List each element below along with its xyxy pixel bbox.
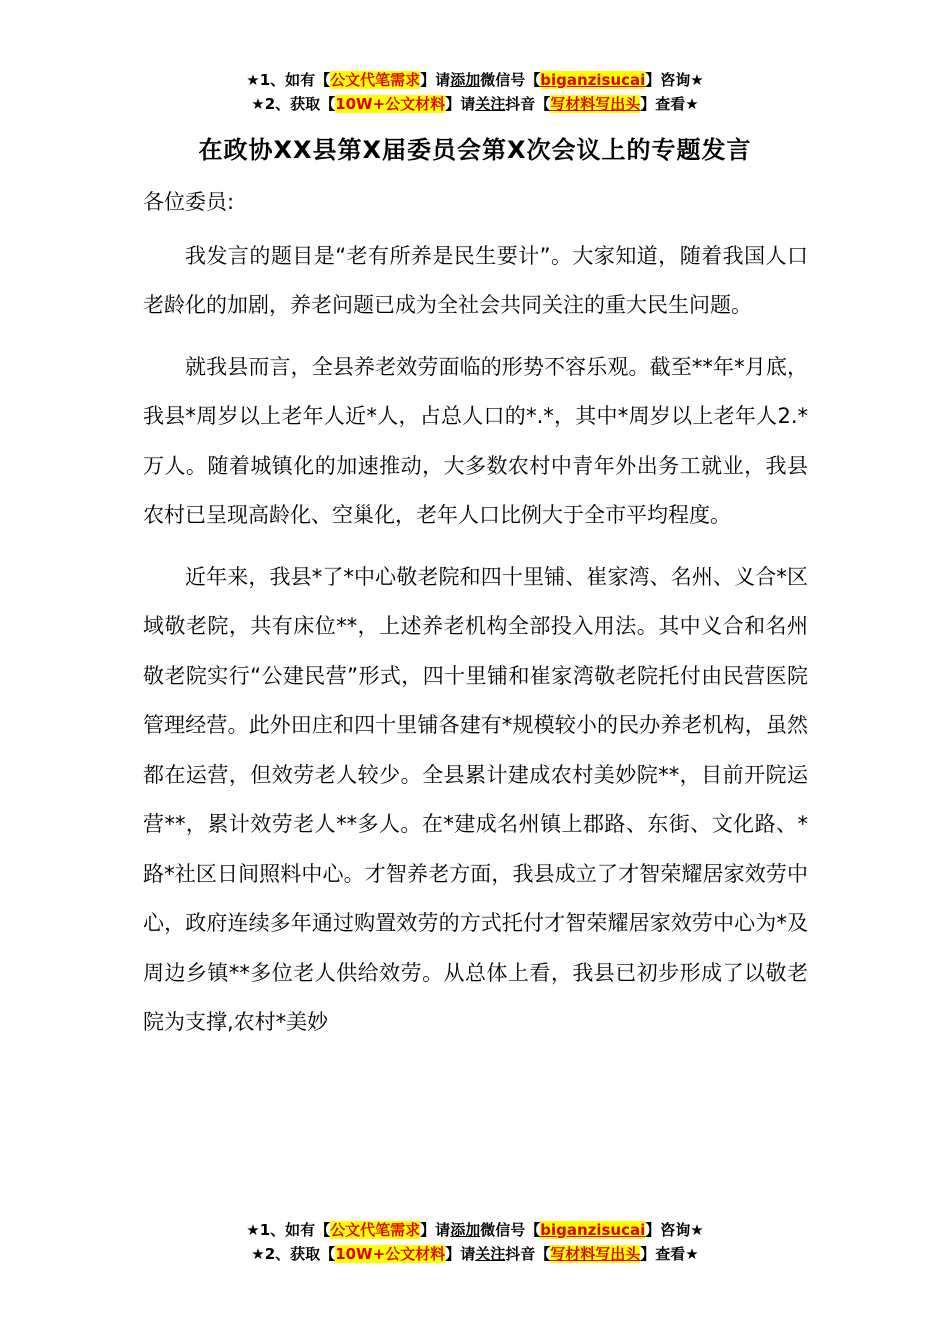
salutation: 各位委员: <box>143 190 235 214</box>
body-paragraph: 近年来，我县*了*中心敬老院和四十里铺、崔家湾、名州、义合*区域敬老院，共有床位**，上述养老机构全部投入用法。其中义合和名州敬老院实行“公建民营”形式，四十里铺和崔家湾敬老院托付由民营医院管理经营。此外田庄和四十里铺各建有*规模较小的民办养老机构，虽然都在运营，但效劳老人较少。全县累计建成农村美妙院**，目前开院运营**，累计效劳老人**多人。在*建成名州镇上郡路、东街、文化路、*路*社区日间照料中心。才智养老方面，我县成立了才智荣耀居家效劳中心，政府连续多年通过购置效劳的方式托付才智荣耀居家效劳中心为*及周边乡镇**多位老人供给效劳。从总体上看，我县已初步形成了以敬老院为支撑,农村*美妙 <box>143 564 808 1034</box>
banner-text: 】请 <box>420 1221 451 1239</box>
footer-banner <box>0 1218 950 1266</box>
banner-text: ★1、如有【 <box>246 71 331 89</box>
banner-text: 】请 <box>445 1245 476 1263</box>
document-body <box>143 178 808 1060</box>
banner-emphasis: 添加 <box>450 1221 481 1239</box>
banner-line-1 <box>0 1218 950 1242</box>
banner-highlight: 10W+公文材料 <box>335 95 446 113</box>
banner-emphasis: 关注 <box>475 95 506 113</box>
wechat-id-link[interactable]: biganzisucai <box>540 71 646 89</box>
douyin-account-link[interactable]: 写材料写出头 <box>550 95 641 113</box>
banner-text: 】请 <box>445 95 476 113</box>
banner-text: 】查看★ <box>640 95 699 113</box>
banner-text: 】请 <box>420 71 451 89</box>
banner-emphasis: 添加 <box>450 71 481 89</box>
banner-text: 抖音【 <box>505 95 551 113</box>
banner-text: 抖音【 <box>505 1245 551 1263</box>
banner-highlight: 10W+公文材料 <box>335 1245 446 1263</box>
header-banner <box>0 68 950 116</box>
banner-text: ★1、如有【 <box>246 1221 331 1239</box>
banner-text: 微信号【 <box>480 71 541 89</box>
banner-line-2 <box>0 92 950 116</box>
banner-line-1 <box>0 68 950 92</box>
banner-emphasis: 关注 <box>475 1245 506 1263</box>
banner-line-2 <box>0 1242 950 1266</box>
wechat-id-link[interactable]: biganzisucai <box>540 1221 646 1239</box>
banner-text: ★2、获取【 <box>251 95 336 113</box>
document-title: 在政协XX县第X届委员会第X次会议上的专题发言 <box>198 136 752 164</box>
banner-text: ★2、获取【 <box>251 1245 336 1263</box>
banner-text: 】查看★ <box>640 1245 699 1263</box>
douyin-account-link[interactable]: 写材料写出头 <box>550 1245 641 1263</box>
banner-text: 】咨询★ <box>645 71 704 89</box>
banner-text: 微信号【 <box>480 1221 541 1239</box>
body-paragraph: 就我县而言，全县养老效劳面临的形势不容乐观。截至**年*月底，我县*周岁以上老年人近*人，占总人口的*.*，其中*周岁以上老年人2.*万人。随着城镇化的加速推动，大多数农村中青年外出务工就业，我县农村已呈现高龄化、空巢化，老年人口比例大于全市平均程度。 <box>143 354 808 527</box>
body-paragraph: 我发言的题目是“老有所养是民生要计”。大家知道，随着我国人口老龄化的加剧，养老问题已成为全社会共同关注的重大民生问题。 <box>143 243 808 317</box>
banner-highlight: 公文代笔需求 <box>330 1221 421 1239</box>
banner-highlight: 公文代笔需求 <box>330 71 421 89</box>
banner-text: 】咨询★ <box>645 1221 704 1239</box>
